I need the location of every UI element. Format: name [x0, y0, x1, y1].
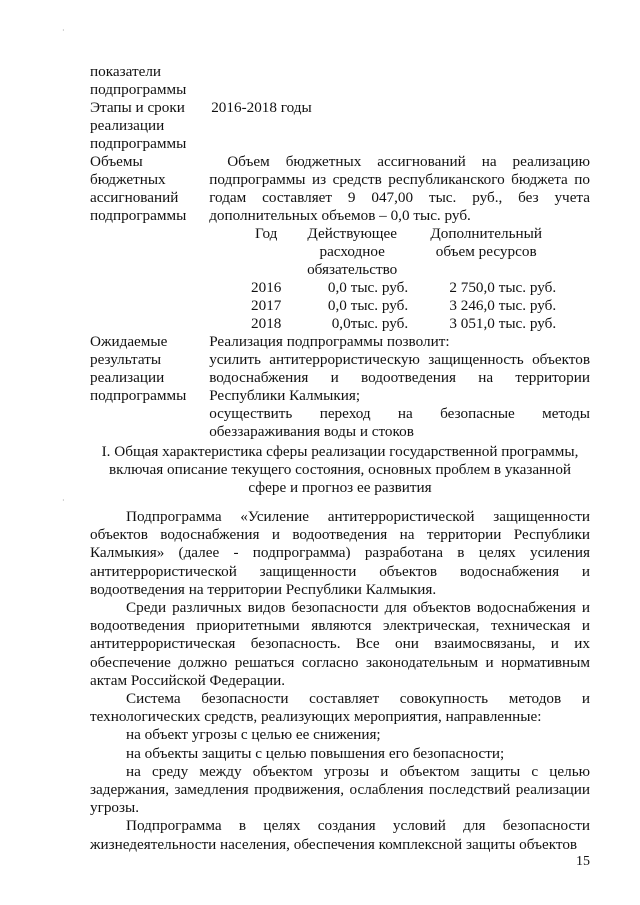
resources-table-header [244, 225, 556, 279]
cell-current: 0,0 тыс. руб. [327, 297, 409, 314]
list-item: на объект угрозы с целью ее снижения; [126, 726, 381, 744]
subprogram-passport-table [90, 63, 590, 441]
cell-current: 0,0 тыс. руб. [327, 279, 409, 296]
list-item: на среду между объектом угрозы и объектом защиты с целью задержания, замедления продвижения, ослабления последствий реализации угрозы. [90, 762, 590, 817]
cell-current: 0,0тыс. руб. [331, 315, 409, 332]
header-current: Действующее расходное обязательство [307, 225, 398, 278]
cell-additional: 2 750,0 тыс. руб. [449, 279, 557, 296]
page-number: 15 [576, 854, 590, 869]
table-row [244, 297, 556, 315]
cell-year: 2017 [251, 297, 282, 314]
expected-intro: Реализация подпрограммы позволит: [209, 333, 450, 350]
header-additional: Дополнительный объем ресурсов [430, 225, 543, 260]
table-row [244, 279, 556, 297]
stages-label: Этапы и сроки реализации подпрограммы [90, 99, 187, 152]
paragraph-7: Подпрограмма в целях создания условий для безопасности жизнедеятельности населения, обеспечения комплексной защиты объектов [90, 817, 590, 853]
list-item: на объекты защиты с целью повышения его безопасности; [126, 744, 505, 762]
stages-value: 2016-2018 годы [211, 99, 312, 116]
cell-year: 2018 [251, 315, 282, 332]
paragraph-3: Система безопасности составляет совокупность методов и технологических средств, реализующих мероприятия, направленные: [90, 690, 590, 726]
paragraph-1: Подпрограмма «Усиление антитеррористической защищенности объектов водоснабжения и водоотведения на территории Республики Калмыкия» (далее - подпрограмма) разработана в целях усиления антитеррористической защищенности объектов водоснабжения и водоотведения на территории Республики Калмыкия. [90, 508, 590, 598]
cell-additional: 3 246,0 тыс. руб. [449, 297, 557, 314]
cell-additional: 3 051,0 тыс. руб. [449, 315, 557, 332]
volume-text: Объем бюджетных ассигнований на реализацию подпрограммы из средств республиканского бюджета по годам составляет 9 047,00 тыс. руб., без учета дополнительных объемов – 0,0 тыс. руб. [209, 153, 590, 224]
scan-dot: · [62, 496, 65, 505]
header-year: Год [255, 225, 278, 242]
resources-table [244, 225, 556, 333]
paragraph-2: Среди различных видов безопасности для объектов водоснабжения и водоотведения приоритетными являются электрическая, техническая и антитеррористическая безопасность. Все они взаимосвязаны, и их обеспечение должно решаться согласно законодательным и нормативным актам Российской Федерации. [90, 599, 590, 689]
body-text [90, 508, 590, 854]
cell-year: 2016 [251, 279, 282, 296]
table-row [244, 315, 556, 333]
expected-item-1: усилить антитеррористическую защищенность объектов водоснабжения и водоотведения на территории Республики Калмыкия; [209, 351, 590, 404]
section-title: I. Общая характеристика сферы реализации государственной программы, включая описание текущего состояния, основных проблем в указанной сфере и прогноз ее развития [101, 443, 579, 496]
top-label: показатели подпрограммы [90, 63, 187, 98]
expected-item-2: осуществить переход на безопасные методы обеззараживания воды и стоков [209, 405, 590, 440]
volume-label: Объемы бюджетных ассигнований подпрограммы [90, 153, 187, 224]
scan-dot: · [62, 26, 65, 35]
expected-label: Ожидаемые результаты реализации подпрограммы [90, 333, 187, 404]
